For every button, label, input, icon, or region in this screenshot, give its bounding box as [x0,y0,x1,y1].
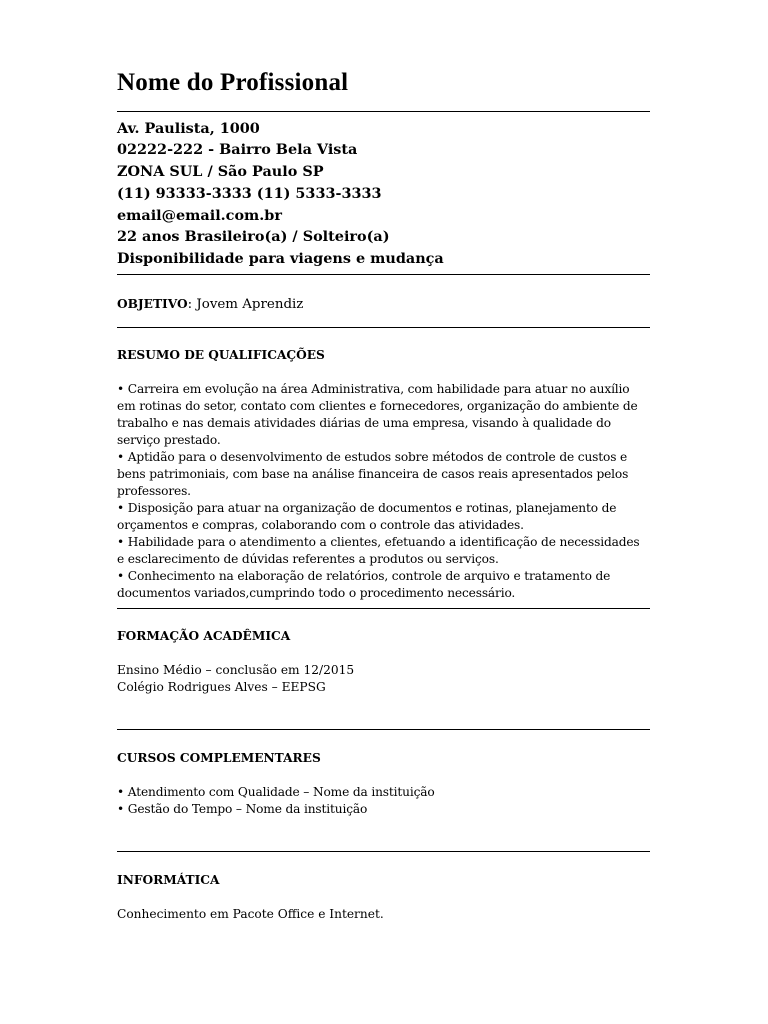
courses-title: CURSOS COMPLEMENTARES [117,751,321,765]
state: SP [302,163,324,180]
email-line [117,205,650,226]
education-title: FORMAÇÃO ACADÊMICA [117,629,291,643]
neighborhood: Bairro Bela Vista [219,141,358,158]
qualifications-list [117,381,650,602]
age: 22 anos [117,228,180,245]
resume-content [117,66,650,923]
professional-name: Nome do Profissional [117,69,349,96]
objective-colon: : [187,297,193,312]
email: email@email.com.br [117,207,282,224]
list-item: • Habilidade para o atendimento a clientes, efetuando a identificação de necessidades e esclarecimento de dúvidas referentes a produtos ou serviços. [117,535,640,566]
list-item: • Conhecimento na elaboração de relatórios, controle de arquivo e tratamento de documentos variados,cumprindo todo o procedimento necessário. [117,569,611,600]
address-line [117,118,650,139]
list-item: • Gestão do Tempo – Nome da instituição [117,802,368,816]
city-line [117,161,650,183]
divider [117,608,650,609]
divider [117,729,650,730]
education-school: Colégio Rodrigues Alves – EEPSG [117,680,326,694]
address: Av. Paulista, 1000 [117,120,260,137]
computing-title: INFORMÁTICA [117,873,220,887]
divider [117,111,650,112]
objective-label: OBJETIVO [117,297,188,311]
cep: 02222-222 - [117,141,215,158]
list-item: • Carreira em evolução na área Administrativa, com habilidade para atuar no auxílio em rotinas do setor, contato com clientes e fornecedores, organização do ambiente de trabalho e nas demais atividades diárias de uma empresa, visando à qualidade do serviço prestado. [117,382,638,447]
computing-text: Conhecimento em Pacote Office e Internet. [117,907,384,921]
qualifications-title: RESUMO DE QUALIFICAÇÕES [117,348,325,362]
divider [117,274,650,275]
zone-city: ZONA SUL / São Paulo [117,163,298,180]
phone-landline: (11) 5333-3333 [256,185,382,202]
list-item: • Atendimento com Qualidade – Nome da instituição [117,785,435,799]
phone-mobile: (11) 93333-3333 [117,185,252,202]
availability: Disponibilidade para viagens e mudança [117,250,444,267]
list-item: • Disposição para atuar na organização de documentos e rotinas, planejamento de orçamentos e compras, colaborando com o controle das atividades. [117,501,617,532]
education-course: Ensino Médio – conclusão em 12/2015 [117,663,355,677]
contact-block [117,118,650,269]
marital-status: / Solteiro(a) [292,228,390,245]
courses-list [117,784,650,818]
objective [117,295,650,314]
divider [117,327,650,328]
cep-line [117,139,650,161]
nationality: Brasileiro(a) [184,228,288,245]
divider [117,851,650,852]
availability-line [117,248,650,269]
objective-value: Jovem Aprendiz [196,297,304,312]
personal-line [117,226,650,248]
phone-line [117,183,650,205]
list-item: • Aptidão para o desenvolvimento de estudos sobre métodos de controle de custos e bens patrimoniais, com base na análise financeira de casos reais apresentados pelos professores. [117,450,629,498]
